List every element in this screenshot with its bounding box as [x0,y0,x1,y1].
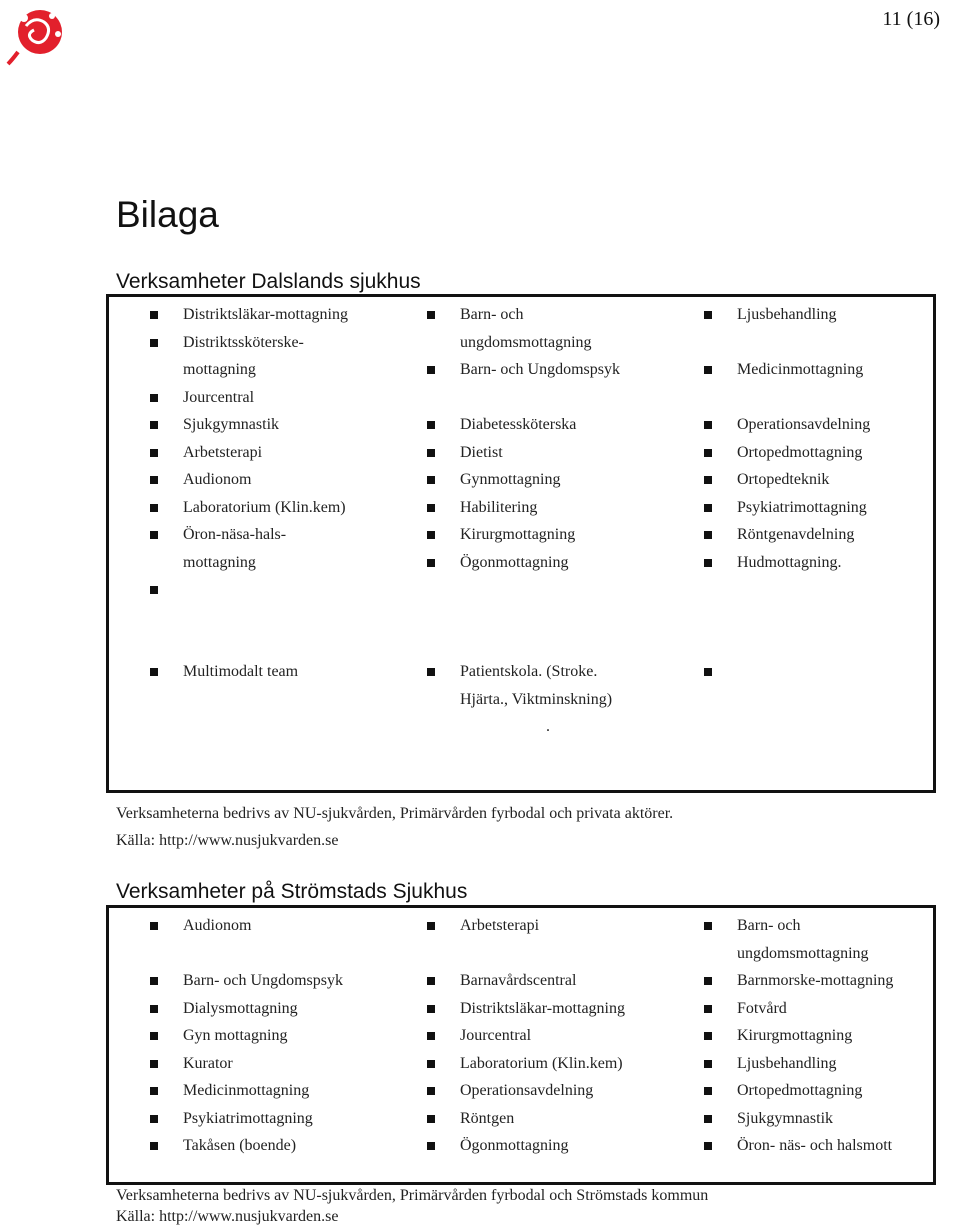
list-item: Psykiatrimottagning [150,1105,390,1133]
rose-logo-icon [4,4,70,66]
list-item: Sjukgymnastik [704,1105,929,1133]
list-item: Habilitering [427,494,647,522]
services-column-3 [704,301,929,576]
list-item: Laboratorium (Klin.kem) [150,494,390,522]
list-item: Sjukgymnastik [150,411,390,439]
services-column-1 [150,912,390,1160]
list-item [704,658,904,686]
list-item: Patientskola. (Stroke. Hjärta., Viktminskning) . [427,658,667,741]
source-link: Källa: http://www.nusjukvarden.se [116,1208,339,1225]
list-item: Operationsavdelning [427,1077,667,1105]
list-item: Audionom [150,466,390,494]
list-item: Diabetessköterska [427,411,647,439]
list-item: Röntgenavdelning [704,521,929,549]
list-item: Audionom [150,912,390,940]
list-item: Ögonmottagning [427,549,647,577]
footnote-operators: Verksamheterna bedrivs av NU-sjukvården, Primärvården fyrbodal och privata aktörer. [116,805,674,822]
list-item: Barnavårdscentral [427,967,667,995]
list-item: Jourcentral [427,1022,667,1050]
list-item: Ortopedmottagning [704,439,929,467]
list-item: Psykiatrimottagning [704,494,929,522]
services-extra-column-2 [427,658,667,741]
services-extra-column-3 [704,658,904,686]
list-item: Dietist [427,439,647,467]
page-number: 11 (16) [882,8,940,30]
services-column-1 [150,301,390,604]
list-item: Röntgen [427,1105,667,1133]
list-item: Barn- och ungdomsmottagning [704,912,887,967]
list-item: Kurator [150,1050,390,1078]
page-title: Bilaga [116,194,219,235]
list-item: Fotvård [704,995,929,1023]
list-item: Takåsen (boende) [150,1132,390,1160]
list-item: Operationsavdelning [704,411,929,439]
footnote-operators: Verksamheterna bedrivs av NU-sjukvården, Primärvården fyrbodal och Strömstads kommun [116,1187,709,1204]
list-item: Gyn mottagning [150,1022,390,1050]
list-item: Öron- näs- och halsmott [704,1132,929,1160]
section-heading-dalsland: Verksamheter Dalslands sjukhus [116,270,421,293]
list-item: Barn- och Ungdomspsyk [150,967,390,995]
list-item: Laboratorium (Klin.kem) [427,1050,667,1078]
services-extra-column-1 [150,658,390,686]
list-item: Ortopedteknik [704,466,929,494]
list-item: Barnmorske-mottagning [704,967,929,995]
services-column-2 [427,301,647,576]
source-link: Källa: http://www.nusjukvarden.se [116,832,339,849]
services-column-2 [427,912,667,1160]
list-item: Jourcentral [150,384,390,412]
list-item: Multimodalt team [150,658,390,686]
list-item: Distriktsläkar-mottagning [150,301,390,329]
list-item: Distriktsläkar-mottagning [427,995,667,1023]
list-item: Öron-näsa-hals-mottagning [150,521,303,576]
list-item: Arbetsterapi [150,439,390,467]
list-item: Barn- och Ungdomspsyk [427,356,647,384]
list-item: Kirurgmottagning [427,521,647,549]
list-item: Medicinmottagning [704,356,929,384]
list-item: Ljusbehandling [704,301,929,329]
list-item: Barn- och ungdomsmottagning [427,301,610,356]
list-item [150,576,390,604]
list-item: Ljusbehandling [704,1050,929,1078]
list-item: Kirurgmottagning [704,1022,929,1050]
section-heading-stromstad: Verksamheter på Strömstads Sjukhus [116,880,468,903]
list-item: Gynmottagning [427,466,647,494]
list-item: Distriktssköterske-mottagning [150,329,313,384]
list-item: Dialysmottagning [150,995,390,1023]
services-column-3 [704,912,929,1160]
list-item: Arbetsterapi [427,912,667,940]
list-item: Medicinmottagning [150,1077,390,1105]
list-item: Hudmottagning. [704,549,929,577]
list-item: Ögonmottagning [427,1132,667,1160]
list-item: Ortopedmottagning [704,1077,929,1105]
